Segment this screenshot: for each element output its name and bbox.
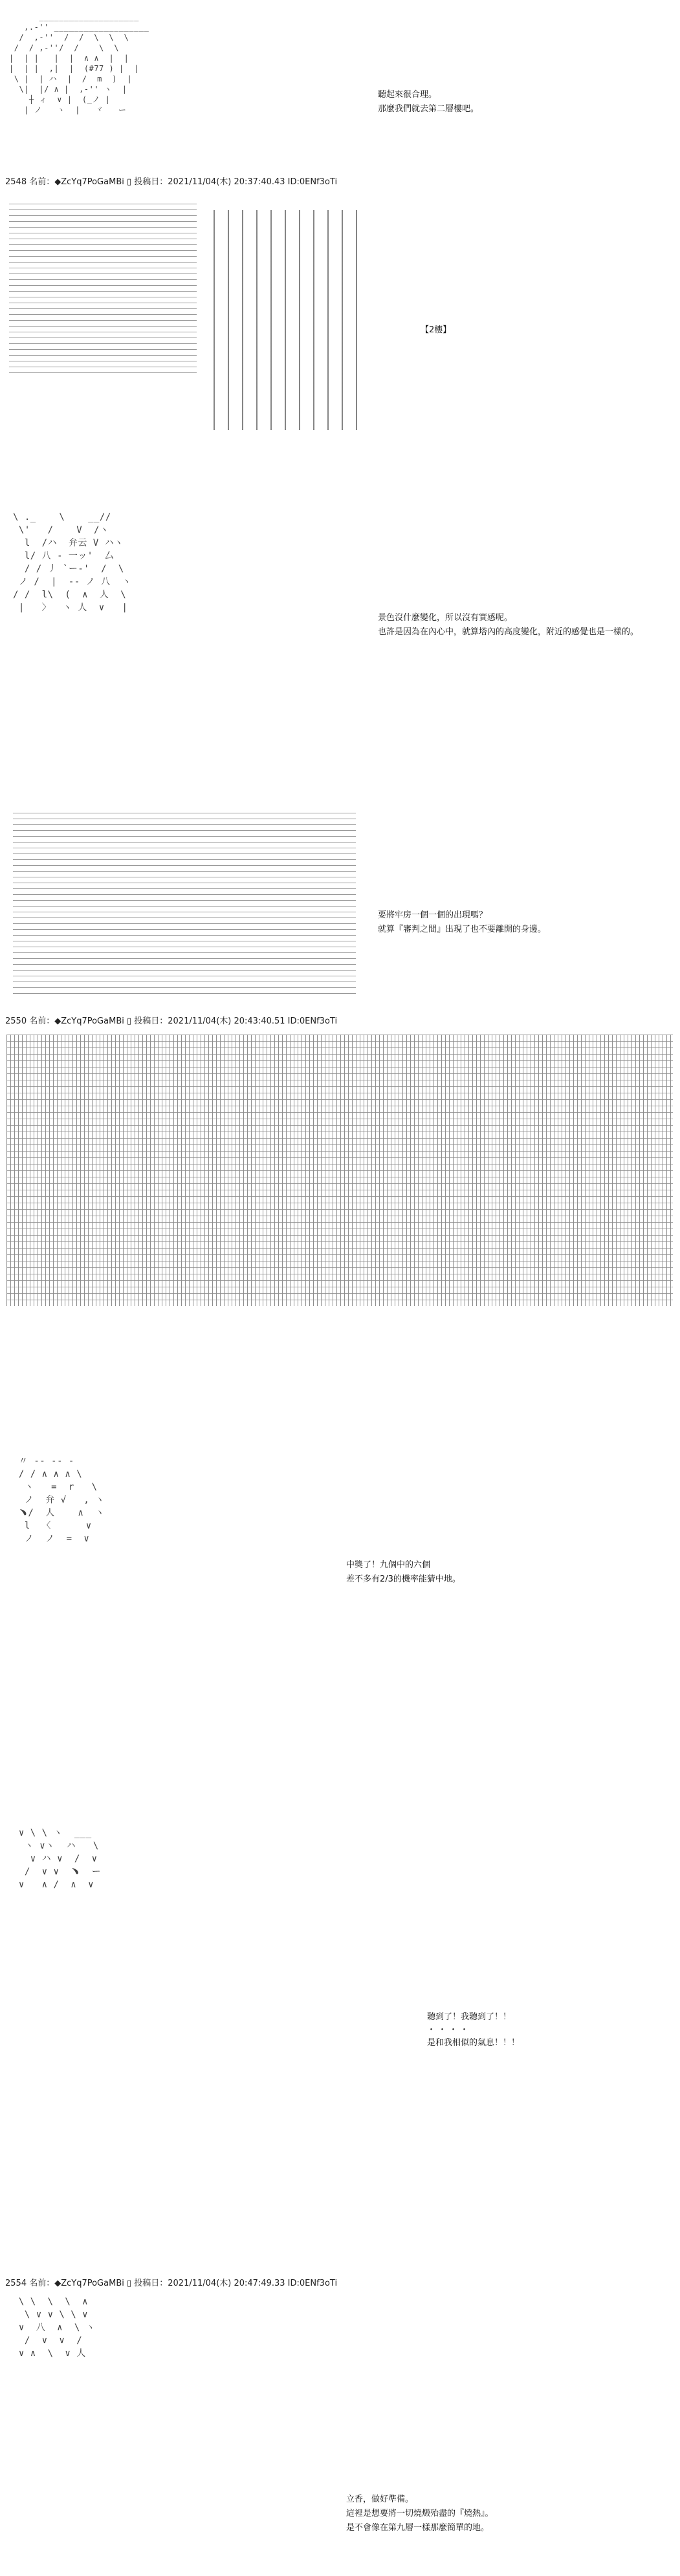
ascii-art-panel-6: 〃 ‐‐ ‐‐ ‐ / / ∧ ∧ ∧ \ ヽ = r \ ノ 弁 √ , ヽ ﹅/ 人 ∧ ヽ l 〈 ∨ ノ ノ = ∨ (18, 1456, 105, 1544)
dialog-line: ・・・・ (427, 2025, 472, 2035)
dialog-line: 【2樓】 (421, 325, 452, 335)
dialog-1 (378, 88, 479, 116)
dialog-7 (346, 2493, 494, 2535)
dialog-line: 那麼我們就去第二層樓吧。 (378, 104, 479, 114)
dialog-line: 差不多有2/3的機率能猜中地。 (346, 1574, 461, 1584)
post-header: 2548 名前：◆ZcYq7PoGaMBi ▯ 投稿日：2021/11/04(木) 20:37:40.43 ID:0ENf3oTi (5, 177, 338, 187)
post-header: 2550 名前：◆ZcYq7PoGaMBi ▯ 投稿日：2021/11/04(木) 20:43:40.51 ID:0ENf3oTi (5, 1016, 338, 1026)
dialog-line: 立香，做好準備。 (346, 2495, 414, 2504)
dialog-2 (421, 323, 451, 338)
dialog-line: 聽到了！我聽到了！！ (427, 2012, 512, 2022)
dialog-line: 聽起來很合理。 (378, 90, 437, 100)
dialog-6 (427, 2011, 520, 2050)
ascii-art-panel-8: \ \ \ \ ∧ \ ∨ ∨ \ \ ∨ ∨ 八 ∧ \ ヽ / ∨ ∨ / ∨ ∧ \ ∨ 人 (18, 2297, 96, 2359)
ascii-art-panel-2-left (9, 204, 197, 378)
ascii-art-panel-3: \ ._ \ __// \' / V /ヽ l /ハ 弁云 V ハヽ l/ 八 ‐ 一ッ' 厶 / / 丿 `ー‐' / \ ノ / | ‐‐ ノ 八 ヽ / / l\ ( ∧ 人 \ | 〉 ヽ 人 ∨ | (13, 512, 132, 613)
dialog-line: 要將牢房一個一個的出現嗎？ (378, 910, 488, 920)
dialog-line: 這裡是想要將一切燒燬殆盡的『燒熱』。 (346, 2509, 494, 2518)
dialog-line: 中獎了！九個中的六個 (346, 1560, 431, 1570)
ascii-art-panel-2-pillars (214, 210, 369, 430)
ascii-art-panel-7: ∨ \ \ ヽ ___ ヽ ∨ヽ ハ \ ∨ ハ ∨ / ∨ / ∨ ∨ ﹅ ー ∨ ∧ / ∧ ∨ (18, 1828, 102, 1890)
post-header: 2554 名前：◆ZcYq7PoGaMBi ▯ 投稿日：2021/11/04(木) 20:47:49.33 ID:0ENf3oTi (5, 2279, 338, 2288)
ascii-art-panel-5 (6, 1035, 673, 1306)
ascii-art-panel-4 (13, 811, 356, 999)
dialog-line: 是和我相似的氣息！！！ (427, 2038, 520, 2048)
dialog-3 (378, 611, 639, 639)
dialog-5 (346, 1558, 461, 1587)
dialog-line: 景色沒什麼變化，所以沒有實感呢。 (378, 613, 513, 623)
dialog-line: 就算『審判之間』出現了也不要離開的身邊。 (378, 925, 547, 934)
ascii-art-panel-1: ____________________ ,.-'' ___________________ / ,-'' / / \ \ \ / / ,-''/ / \ \ | | | | | ∧ ∧ | | | | | ,| | (#77 ) | | \ | | ハ | / m ) | \| |/ ∧ | ,-'' ヽ | ┼ ィ ∨ | (_ノ | | ノ ヽ | ヾ ー (9, 12, 149, 114)
dialog-line: 也許是因為在內心中，就算塔內的高度變化，附近的感覺也是一樣的。 (378, 627, 639, 637)
dialog-4 (378, 908, 546, 937)
dialog-line: 是不會像在第九層一樣那麼簡單的地。 (346, 2523, 490, 2533)
